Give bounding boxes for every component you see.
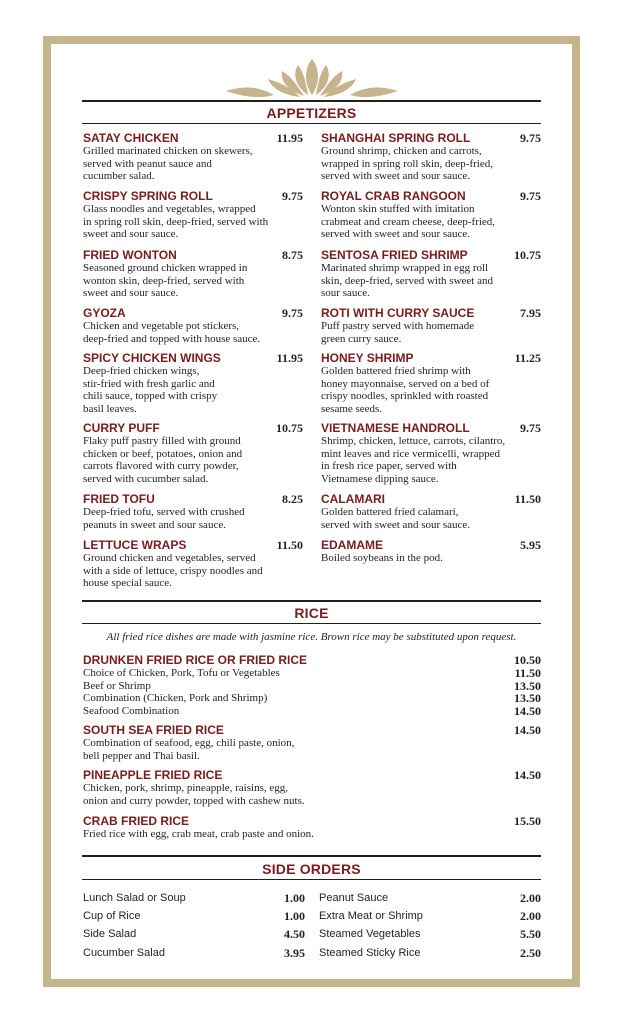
- item-name: SOUTH SEA FRIED RICE: [83, 723, 224, 737]
- side-name: Peanut Sauce: [319, 892, 389, 904]
- item-desc: onion and curry powder, topped with cashew nuts.: [83, 794, 305, 807]
- item-price: 11.25: [514, 351, 541, 365]
- side-price: 2.00: [520, 891, 541, 905]
- divider: [82, 623, 541, 624]
- item-name: FRIED WONTON: [83, 248, 177, 262]
- menu-item: [83, 131, 303, 183]
- item-desc: Ground shrimp, chicken and carrots,: [321, 145, 482, 157]
- side-name: Lunch Salad or Soup: [83, 892, 186, 904]
- item-price: 10.75: [514, 248, 541, 262]
- item-desc: Deep-fried tofu, served with crushed: [83, 506, 245, 518]
- item-desc: sweet and sour sauce.: [83, 228, 179, 241]
- item-desc: in spring roll skin, deep-fried, served with: [83, 215, 269, 228]
- item-desc: Ground chicken and vegetables, served: [83, 552, 256, 564]
- side-name: Steamed Sticky Rice: [319, 947, 421, 959]
- item-desc: Wonton skin stuffed with imitation: [321, 203, 475, 215]
- item-price: 9.75: [520, 131, 541, 145]
- item-name: VIETNAMESE HANDROLL: [321, 421, 470, 435]
- item-name: SPICY CHICKEN WINGS: [83, 351, 221, 365]
- item-desc: Grilled marinated chicken on skewers,: [83, 145, 253, 157]
- side-name: Side Salad: [83, 928, 137, 940]
- side-price: 1.00: [284, 891, 305, 905]
- item-desc: Marinated shrimp wrapped in egg roll: [321, 262, 489, 274]
- item-desc: served with sweet and sour sauce.: [321, 518, 471, 531]
- item-price: 5.95: [520, 538, 541, 552]
- item-name: GYOZA: [83, 306, 126, 320]
- item-desc: sour sauce.: [321, 287, 370, 300]
- item-desc: green curry sauce.: [321, 332, 402, 345]
- side-name: Cucumber Salad: [83, 947, 165, 959]
- item-price: 9.75: [520, 189, 541, 203]
- item-desc: mint leaves and rice vermicelli, wrapped: [321, 447, 500, 460]
- item-desc: Chicken, pork, shrimp, pineapple, raisins, egg,: [83, 782, 288, 794]
- rice-item: [83, 768, 541, 807]
- side-price: 2.00: [520, 909, 541, 923]
- side-name: Steamed Vegetables: [319, 928, 421, 940]
- side-name: Cup of Rice: [83, 910, 141, 922]
- item-desc: Puff pastry served with homemade: [321, 320, 475, 332]
- item-name: SENTOSA FRIED SHRIMP: [321, 248, 468, 262]
- menu-item: [83, 538, 303, 590]
- menu-item: [83, 248, 303, 300]
- item-price: 7.95: [520, 306, 541, 320]
- item-name: ROTI WITH CURRY SAUCE: [321, 306, 475, 320]
- item-desc: served with peanut sauce and: [83, 157, 212, 170]
- item-price: 10.50: [514, 653, 541, 667]
- side-item: [83, 927, 305, 941]
- item-name: HONEY SHRIMP: [321, 351, 414, 365]
- item-price: 11.95: [276, 351, 303, 365]
- side-item: [83, 946, 305, 960]
- item-desc: served with sweet and sour sauce.: [321, 228, 471, 241]
- item-desc: Shrimp, chicken, lettuce, carrots, cilantro,: [321, 435, 506, 447]
- item-price: 11.50: [514, 492, 541, 506]
- item-name: SHANGHAI SPRING ROLL: [321, 131, 471, 145]
- menu-item: [321, 131, 541, 183]
- rice-note: All fried rice dishes are made with jasmine rice. Brown rice may be substituted upon request.: [106, 631, 517, 643]
- item-price: 11.95: [276, 131, 303, 145]
- side-item: [83, 891, 305, 905]
- divider: [82, 879, 541, 880]
- item-desc: peanuts in sweet and sour sauce.: [83, 518, 226, 531]
- item-desc: bell pepper and Thai basil.: [83, 749, 200, 762]
- divider: [82, 600, 541, 602]
- menu-item: [321, 248, 541, 300]
- item-desc: Chicken and vegetable pot stickers,: [83, 320, 240, 332]
- divider: [82, 100, 541, 102]
- item-price: 13.50: [514, 678, 541, 693]
- rice-item: [83, 814, 541, 841]
- item-name: LETTUCE WRAPS: [83, 538, 187, 552]
- menu-item: [83, 351, 303, 415]
- item-name: SATAY CHICKEN: [83, 131, 179, 145]
- item-desc: sweet and sour sauce.: [83, 287, 179, 300]
- side-price: 5.50: [520, 927, 541, 941]
- side-item: [319, 927, 541, 941]
- appetizers-title: APPETIZERS: [266, 105, 357, 121]
- item-price: 8.75: [282, 248, 303, 262]
- item-desc: sesame seeds.: [321, 402, 383, 415]
- item-desc: Seafood Combination: [83, 704, 180, 717]
- item-desc: Seasoned ground chicken wrapped in: [83, 262, 248, 274]
- side-price: 4.50: [284, 927, 305, 941]
- item-desc: house special sauce.: [83, 577, 172, 590]
- item-name: ROYAL CRAB RANGOON: [321, 189, 466, 203]
- item-price: 14.50: [514, 723, 541, 737]
- item-desc: Beef or Shrimp: [83, 679, 151, 692]
- item-name: EDAMAME: [321, 538, 383, 552]
- item-desc: Deep-fried chicken wings,: [83, 365, 200, 377]
- side-orders-title: SIDE ORDERS: [262, 861, 361, 877]
- item-desc: with a side of lettuce, crispy noodles and: [83, 564, 263, 577]
- item-price: 14.50: [514, 703, 541, 718]
- side-price: 2.50: [520, 946, 541, 960]
- divider: [82, 123, 541, 124]
- item-desc: Combination of seafood, egg, chili paste, onion,: [83, 737, 295, 749]
- rice-item: [83, 653, 541, 717]
- menu-item: [321, 306, 541, 345]
- item-desc: Vietnamese dipping sauce.: [321, 472, 439, 485]
- item-desc: Fried rice with egg, crab meat, crab paste and onion.: [83, 828, 314, 840]
- item-desc: Combination (Chicken, Pork and Shrimp): [83, 692, 268, 705]
- item-desc: cucumber salad.: [83, 170, 155, 183]
- item-name: CALAMARI: [321, 492, 385, 506]
- item-price: 13.50: [514, 691, 541, 706]
- item-price: 11.50: [276, 538, 303, 552]
- menu-item: [321, 538, 541, 565]
- menu-item: [321, 351, 541, 415]
- item-desc: crispy noodles, sprinkled with roasted: [321, 390, 489, 403]
- item-desc: served with sweet and sour sauce.: [321, 170, 471, 183]
- item-price: 8.25: [282, 492, 303, 506]
- item-desc: Golden battered fried calamari,: [321, 506, 459, 518]
- item-price: 9.75: [282, 306, 303, 320]
- item-price: 14.50: [514, 768, 541, 782]
- item-desc: stir-fried with fresh garlic and: [83, 377, 215, 390]
- side-price: 3.95: [284, 946, 305, 960]
- item-price: 9.75: [520, 421, 541, 435]
- rice-item: [83, 723, 541, 762]
- item-desc: Boiled soybeans in the pod.: [321, 552, 443, 564]
- side-item: [83, 909, 305, 923]
- item-name: CRISPY SPRING ROLL: [83, 189, 213, 203]
- side-name: Extra Meat or Shrimp: [319, 910, 423, 922]
- menu-item: [83, 421, 303, 485]
- item-name: FRIED TOFU: [83, 492, 155, 506]
- item-desc: skin, deep-fried, served with sweet and: [321, 274, 493, 287]
- item-desc: wrapped in spring roll skin, deep-fried,: [321, 157, 493, 170]
- item-price: 11.50: [514, 666, 541, 680]
- side-item: [319, 891, 541, 905]
- divider: [82, 855, 541, 857]
- item-desc: Choice of Chicken, Pork, Tofu or Vegetables: [83, 667, 280, 679]
- item-desc: basil leaves.: [83, 402, 137, 415]
- item-desc: Glass noodles and vegetables, wrapped: [83, 203, 256, 215]
- item-desc: Golden battered fried shrimp with: [321, 365, 471, 377]
- menu-item: [83, 492, 303, 531]
- item-desc: deep-fried and topped with house sauce.: [83, 332, 261, 345]
- item-price: 15.50: [514, 814, 541, 828]
- item-desc: crabmeat and cream cheese, deep-fried,: [321, 215, 496, 228]
- menu-item: [321, 492, 541, 531]
- item-desc: chicken or beef, potatoes, onion and: [83, 447, 243, 460]
- menu-item: [83, 189, 303, 241]
- side-price: 1.00: [284, 909, 305, 923]
- menu-item: [83, 306, 303, 345]
- item-name: DRUNKEN FRIED RICE OR FRIED RICE: [83, 653, 308, 667]
- item-price: 10.75: [276, 421, 303, 435]
- item-price: 9.75: [282, 189, 303, 203]
- menu-item: [321, 189, 541, 241]
- item-desc: served with cucumber salad.: [83, 472, 209, 485]
- item-desc: honey mayonnaise, served on a bed of: [321, 377, 490, 390]
- side-item: [319, 909, 541, 923]
- menu-item: [321, 421, 541, 485]
- lotus-logo-icon: [224, 55, 400, 101]
- item-desc: chili sauce, topped with crispy: [83, 390, 218, 403]
- item-desc: carrots flavored with curry powder,: [83, 460, 239, 473]
- item-desc: wonton skin, deep-fried, served with: [83, 274, 245, 287]
- side-item: [319, 946, 541, 960]
- item-desc: Flaky puff pastry filled with ground: [83, 435, 241, 447]
- item-desc: in fresh rice paper, served with: [321, 460, 457, 473]
- rice-title: RICE: [294, 605, 329, 621]
- item-name: CRAB FRIED RICE: [83, 814, 190, 828]
- item-name: PINEAPPLE FRIED RICE: [83, 768, 223, 782]
- item-name: CURRY PUFF: [83, 421, 160, 435]
